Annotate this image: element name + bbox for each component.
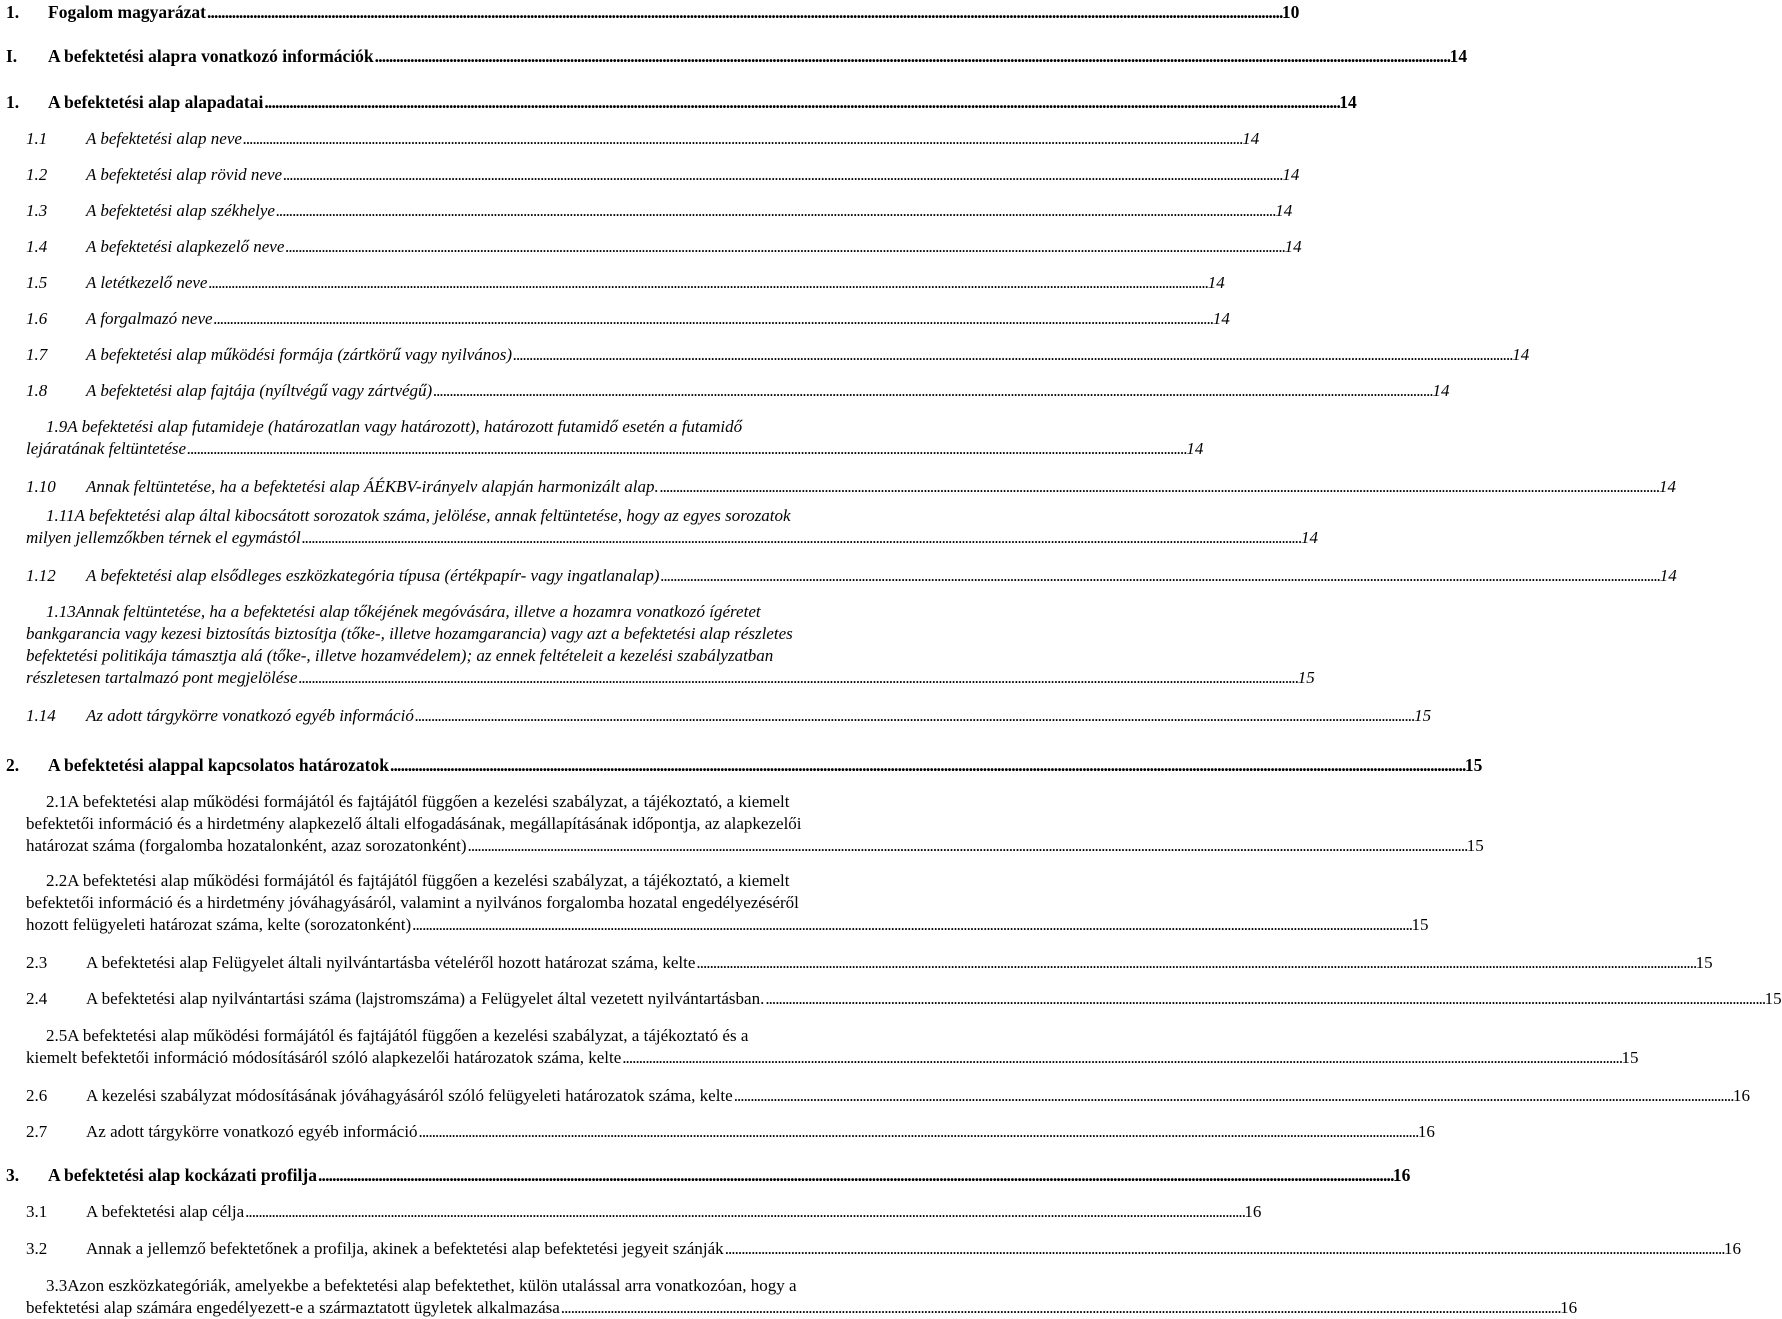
toc-page-number: 15 — [1414, 706, 1432, 725]
toc-entry-title: A befektetési alap rövid neve — [86, 165, 283, 184]
toc-page-number: 16 — [1732, 1086, 1750, 1105]
toc-entry-title: A befektetési alap elsődleges eszközkategória típusa (értékpapír- vagy ingatlanalap) — [86, 566, 660, 585]
toc-entry-line — [6, 505, 958, 527]
dot-leader — [725, 1238, 1723, 1260]
toc-entry-number: I. — [6, 46, 18, 66]
dot-leader — [283, 164, 1281, 186]
toc-entry-title: Annak feltüntetése, ha a befektetési alap ÁÉKBV-irányelv alapján harmonizált alap. — [86, 477, 659, 496]
toc-entry[interactable] — [6, 416, 1204, 460]
toc-page-number: 16 — [1392, 1165, 1411, 1185]
toc-page-number: 15 — [1466, 836, 1484, 855]
toc-entry[interactable] — [6, 601, 1315, 689]
toc-page-number: 15 — [1764, 989, 1782, 1008]
toc-entry[interactable] — [6, 1085, 1750, 1107]
dot-leader — [765, 988, 1763, 1010]
dot-leader — [318, 1164, 1392, 1186]
toc-entry-number: 3. — [6, 1165, 20, 1185]
toc-entry-title: A befektetési alap működési formája (zártkörű vagy nyilvános) — [86, 345, 513, 364]
toc-entry[interactable] — [6, 380, 1450, 402]
toc-entry-title: A befektetési alap nyilvántartási száma (lajstromszáma) a Felügyelet által vezetett nyilvántartásban. — [86, 989, 765, 1008]
toc-entry-line — [6, 1297, 1578, 1319]
toc-entry-line — [6, 1121, 1435, 1143]
toc-entry-title: A befektetési alap alapadatai — [48, 92, 264, 112]
toc-entry-line — [6, 1, 1300, 23]
toc-entry-title: befektetési alap számára engedélyezett-e a származtatott ügyletek alkalmazása — [26, 1298, 560, 1317]
toc-page-number: 16 — [1244, 1202, 1262, 1221]
toc-entry-title: részletesen tartalmazó pont megjelölése — [26, 668, 298, 687]
toc-entry[interactable] — [6, 1025, 1639, 1069]
dot-leader — [433, 380, 1431, 402]
toc-page-number: 14 — [1512, 345, 1530, 364]
toc-entry-title: A befektetési alap célja — [86, 1202, 245, 1221]
toc-entry[interactable] — [6, 1164, 1411, 1186]
toc-page-number: 14 — [1212, 309, 1230, 328]
dot-leader — [561, 1297, 1559, 1319]
dot-leader — [415, 705, 1413, 727]
toc-entry-title: milyen jellemzőkben térnek el egymástól — [26, 528, 301, 547]
toc-entry[interactable] — [6, 505, 1318, 549]
toc-entry-title: A befektetési alap fajtája (nyíltvégű vagy zártvégű) — [86, 381, 433, 400]
toc-entry-line — [6, 870, 958, 892]
toc-entry-number: 1.12 — [26, 566, 56, 585]
dot-leader — [513, 344, 1511, 366]
toc-page-number: 14 — [1432, 381, 1450, 400]
toc-entry[interactable] — [6, 1, 1300, 23]
toc-entry-number: 2.5 — [46, 1026, 68, 1045]
toc-entry-title: Annak a jellemző befektetőnek a profilja, akinek a befektetési alap befektetési jegyeit szánják — [86, 1239, 724, 1258]
toc-entry-number: 2.3 — [26, 953, 48, 972]
toc-entry-line — [6, 1275, 958, 1297]
toc-page-number: 14 — [1284, 237, 1302, 256]
toc-entry-line — [6, 1085, 1750, 1107]
toc-entry-line — [6, 754, 1483, 776]
toc-entry-number: 2.6 — [26, 1086, 48, 1105]
toc-page-number: 14 — [1242, 129, 1260, 148]
dot-leader — [187, 438, 1185, 460]
toc-entry[interactable] — [6, 791, 1484, 857]
dot-leader — [660, 565, 1658, 587]
toc-entry-number: 1. — [6, 2, 20, 22]
toc-entry-number: 1.9 — [46, 417, 68, 436]
toc-entry-line — [6, 416, 958, 438]
toc-entry-line — [6, 601, 958, 623]
toc-page-number: 14 — [1282, 165, 1300, 184]
toc-page-number: 16 — [1560, 1298, 1578, 1317]
toc-entry-title: A befektetési alap működési formájától és fajtájától függően a kezelési szabályzat, a tájékoztató, a kiemelt — [67, 871, 790, 890]
toc-entry[interactable] — [6, 870, 1429, 936]
toc-entry-number: 1.11 — [46, 506, 75, 525]
toc-entry-line — [6, 1025, 958, 1047]
toc-entry-title: Annak feltüntetése, ha a befektetési alap tőkéjének megóvására, illetve a hozamra vonatkozó ígéretet — [75, 602, 761, 621]
toc-entry-title: A forgalmazó neve — [86, 309, 213, 328]
toc-entry-title: A befektetési alapkezelő neve — [86, 237, 285, 256]
dot-leader — [299, 667, 1297, 689]
dot-leader — [412, 914, 1410, 936]
toc-page-number: 14 — [1275, 201, 1293, 220]
toc-entry[interactable] — [6, 754, 1483, 776]
toc-entry[interactable] — [6, 1121, 1435, 1143]
toc-entry-title: A befektetési alap által kibocsátott sorozatok száma, jelölése, annak feltüntetése, hogy az egyes sorozatok — [74, 506, 791, 525]
toc-entry-line — [6, 813, 958, 835]
toc-page-number: 14 — [1301, 528, 1318, 547]
toc-entry-title: kiemelt befektetői információ módosításáról szóló alapkezelői határozatok száma, kelte — [26, 1048, 622, 1067]
toc-entry-title: A befektetési alap neve — [86, 129, 242, 148]
toc-entry-number: 3.2 — [26, 1239, 48, 1258]
toc-entry-title: A befektetési alap működési formájától és fajtájától függően a kezelési szabályzat, a tájékoztató és a — [67, 1026, 749, 1045]
toc-entry[interactable] — [6, 1238, 1741, 1260]
toc-entry-number: 2. — [6, 755, 20, 775]
dot-leader — [207, 1, 1281, 23]
toc-entry-line — [6, 380, 1450, 402]
toc-entry-title: befektetési politikája támasztja alá (tőke-, illetve hozamvédelem); az ennek feltételeit a kezelési szabályzatban — [26, 646, 774, 665]
dot-leader — [302, 527, 1300, 549]
toc-entry-line — [6, 705, 1432, 727]
toc-entry-number: 1. — [6, 92, 20, 112]
dot-leader — [243, 128, 1241, 150]
toc-page-number: 15 — [1621, 1048, 1639, 1067]
toc-entry-line — [6, 200, 1293, 222]
toc-entry-line — [6, 1047, 1639, 1069]
toc-entry-number: 2.7 — [26, 1122, 48, 1141]
toc-entry-line — [6, 1201, 1262, 1223]
toc-entry-number: 3.1 — [26, 1202, 48, 1221]
dot-leader — [285, 236, 1283, 258]
dot-leader — [660, 476, 1658, 498]
toc-entry[interactable] — [6, 1201, 1262, 1223]
toc-entry-title: lejáratának feltüntetése — [26, 439, 187, 458]
toc-entry-title: A befektetési alap Felügyelet általi nyilvántartásba vételéről hozott határozat száma, kelte — [86, 953, 696, 972]
toc-entry-title: A kezelési szabályzat módosításának jóváhagyásáról szóló felügyeleti határozatok száma, kelte — [86, 1086, 733, 1105]
toc-entry-title: A befektetési alap futamideje (határozatlan vagy határozott), határozott futamidő esetén a futamidő — [67, 417, 743, 436]
toc-entry[interactable] — [6, 128, 1260, 150]
toc-page-number: 14 — [1658, 477, 1676, 496]
toc-entry-number: 2.4 — [26, 989, 48, 1008]
toc-page-number: 15 — [1464, 755, 1483, 775]
dot-leader — [696, 952, 1694, 974]
toc-entry-line — [6, 835, 1484, 857]
toc-entry-line — [6, 45, 1468, 67]
toc-page-number: 16 — [1417, 1122, 1435, 1141]
toc-entry-title: Az adott tárgykörre vonatkozó egyéb információ — [86, 706, 414, 725]
toc-entry-title: A befektetési alap működési formájától és fajtájától függően a kezelési szabályzat, a tájékoztató, a kiemelt — [67, 792, 790, 811]
toc-page-number: 14 — [1207, 273, 1225, 292]
toc-page-number: 15 — [1695, 953, 1713, 972]
toc-entry-title: A befektetési alappal kapcsolatos határozatok — [48, 755, 389, 775]
toc-entry-line — [6, 1238, 1741, 1260]
dot-leader — [264, 91, 1338, 113]
toc-entry-line — [6, 164, 1300, 186]
toc-entry-line — [6, 645, 958, 667]
toc-entry-title: A befektetési alap kockázati profilja — [48, 1165, 317, 1185]
toc-entry-number: 1.13 — [46, 602, 76, 621]
toc-entry-number: 1.14 — [26, 706, 56, 725]
toc-entry[interactable] — [6, 1275, 1578, 1319]
toc-entry-number: 1.3 — [26, 201, 48, 220]
toc-page-number: 15 — [1297, 668, 1315, 687]
toc-entry-number: 2.2 — [46, 871, 68, 890]
dot-leader — [276, 200, 1274, 222]
dot-leader — [734, 1085, 1732, 1107]
toc-entry-title: hozott felügyeleti határozat száma, kelte (sorozatonként) — [26, 915, 412, 934]
toc-entry-line — [6, 791, 958, 813]
toc-entry-line — [6, 476, 1676, 498]
dot-leader — [208, 272, 1206, 294]
dot-leader — [245, 1201, 1243, 1223]
toc-entry-title: A letétkezelő neve — [86, 273, 208, 292]
toc-entry[interactable] — [6, 45, 1468, 67]
toc-entry[interactable] — [6, 476, 1676, 498]
toc-entry[interactable] — [6, 308, 1230, 330]
toc-entry-line — [6, 988, 1782, 1010]
toc-entry-line — [6, 344, 1530, 366]
toc-entry-number: 1.4 — [26, 237, 48, 256]
toc-entry-title: Az adott tárgykörre vonatkozó egyéb információ — [86, 1122, 418, 1141]
toc-page-number: 14 — [1659, 566, 1677, 585]
toc-entry-title: határozat száma (forgalomba hozatalonként, azaz sorozatonként) — [26, 836, 467, 855]
toc-page-number: 14 — [1449, 46, 1468, 66]
toc-entry-line — [6, 565, 1677, 587]
toc-entry[interactable] — [6, 91, 1357, 113]
toc-entry-line — [6, 128, 1260, 150]
dot-leader — [622, 1047, 1620, 1069]
toc-entry-line — [6, 308, 1230, 330]
toc-entry-number: 1.7 — [26, 345, 48, 364]
toc-entry-line — [6, 527, 1318, 549]
toc-entry[interactable] — [6, 988, 1782, 1010]
toc-entry-number: 1.5 — [26, 273, 48, 292]
toc-entry-line — [6, 952, 1713, 974]
toc-entry-number: 2.1 — [46, 792, 68, 811]
toc-entry-title: befektetői információ és a hirdetmény jóváhagyásáról, valamint a nyilvános forgalomba hozatal engedélyezéséről — [26, 893, 799, 912]
toc-entry-line — [6, 91, 1357, 113]
toc-entry-line — [6, 892, 958, 914]
dot-leader — [214, 308, 1212, 330]
toc-page-number: 16 — [1723, 1239, 1741, 1258]
dot-leader — [375, 45, 1449, 67]
toc-entry-line — [6, 667, 1315, 689]
toc-entry-title: befektetői információ és a hirdetmény alapkezelő általi elfogadásának, megállapításának időpontja, az alapkezelői — [26, 814, 802, 833]
toc-entry-title: bankgarancia vagy kezesi biztosítás biztosítja (tőke-, illetve hozamgarancia) vagy azt a befektetési alap részletes — [26, 624, 793, 643]
toc-entry[interactable] — [6, 164, 1300, 186]
toc-entry-line — [6, 914, 1429, 936]
toc-entry[interactable] — [6, 705, 1432, 727]
toc-entry-title: Fogalom magyarázat — [48, 2, 206, 22]
toc-entry-number: 3.3 — [46, 1276, 68, 1295]
toc-entry-line — [6, 236, 1302, 258]
toc-entry-line — [6, 438, 1204, 460]
toc-entry-number: 1.10 — [26, 477, 56, 496]
toc-entry-number: 1.2 — [26, 165, 48, 184]
toc-entry-number: 1.6 — [26, 309, 48, 328]
dot-leader — [390, 754, 1464, 776]
dot-leader — [419, 1121, 1417, 1143]
toc-entry[interactable] — [6, 952, 1713, 974]
toc-page-number: 14 — [1339, 92, 1357, 112]
toc-entry[interactable] — [6, 344, 1530, 366]
toc-entry-title: A befektetési alapra vonatkozó információk — [48, 46, 374, 66]
toc-entry-title: Azon eszközkategóriák, amelyekbe a befektetési alap befektethet, külön utalással arra vonatkozóan, hogy a — [67, 1276, 797, 1295]
toc-entry-number: 1.1 — [26, 129, 48, 148]
toc-entry[interactable] — [6, 236, 1302, 258]
toc-page-number: 15 — [1411, 915, 1429, 934]
toc-entry[interactable] — [6, 200, 1293, 222]
toc-entry-title: A befektetési alap székhelye — [86, 201, 275, 220]
toc-entry-line — [6, 1164, 1411, 1186]
dot-leader — [468, 835, 1466, 857]
toc-page-number: 10 — [1281, 2, 1300, 22]
toc-entry-number: 1.8 — [26, 381, 48, 400]
toc-entry[interactable] — [6, 565, 1677, 587]
toc-entry-line — [6, 272, 1225, 294]
toc-page-number: 14 — [1186, 439, 1204, 458]
toc-entry-line — [6, 623, 958, 645]
toc-entry[interactable] — [6, 272, 1225, 294]
